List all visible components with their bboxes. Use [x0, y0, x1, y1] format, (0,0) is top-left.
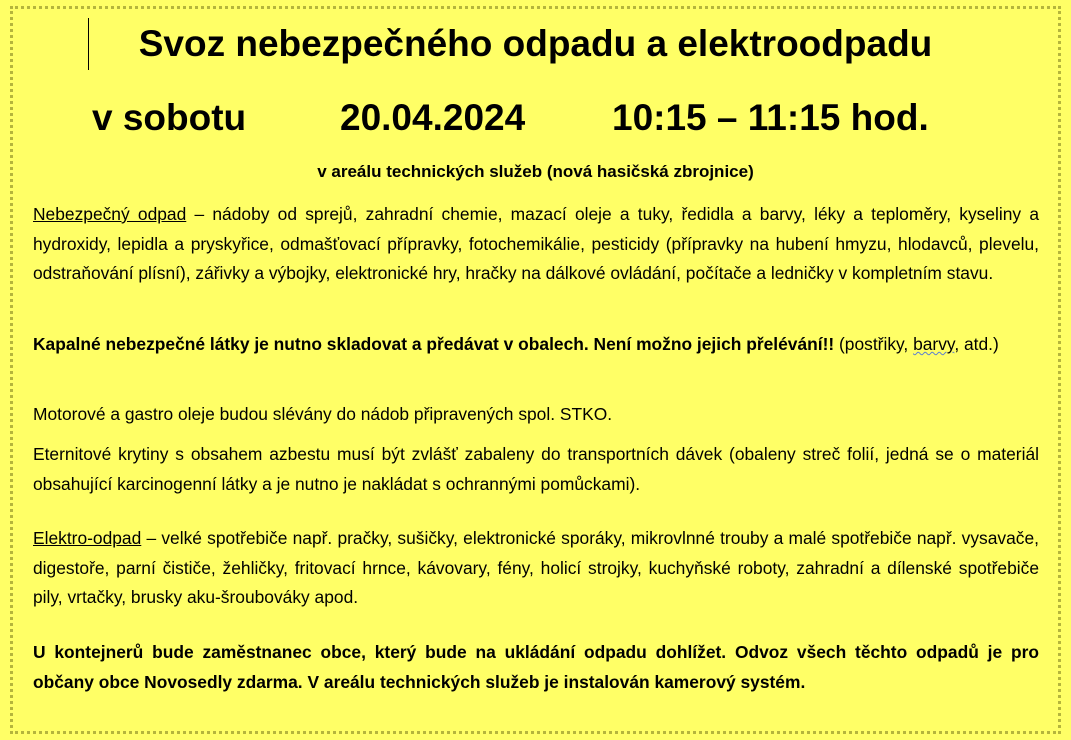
liquids-bold: Kapalné nebezpečné látky je nutno skladovat a předávat v obalech. Není možno jejich přelévání!!	[33, 334, 835, 354]
page-title: Svoz nebezpečného odpadu a elektroodpadu	[138, 23, 933, 64]
event-time: 10:15 – 11:15 hod.	[612, 97, 929, 138]
asbestos-paragraph: Eternitové krytiny s obsahem azbestu musí být zvlášť zabaleny do transportních dávek (obaleny streč folií, jedná se o materiál obsahující karcinogenní látky a je nutno je nakládat s ochrannými pomůckami).	[33, 444, 1039, 494]
event-location: v areálu technických služeb (nová hasičská zbrojnice)	[317, 162, 754, 181]
event-day: v sobotu	[92, 97, 247, 138]
electro-text: – velké spotřebiče např. pračky, sušičky, elektronické sporáky, mikrovlnné trouby a malé spotřebiče např. vysavače, digestoře, parní čističe, žehličky, fritovací hrnce, kávovary, fény, holicí strojky, kuchyňské roboty, zahradní a dílenské spotřebiče pily, vrtačky, brusky aku-šroubováky apod.	[33, 528, 1039, 607]
hazardous-paragraph	[33, 200, 1039, 289]
liquids-text-before: (postřiky,	[834, 334, 914, 354]
electro-heading: Elektro-odpad	[33, 528, 142, 548]
event-date-line	[92, 92, 992, 144]
liquids-paragraph	[33, 330, 1039, 360]
liquids-spellcheck-word: barvy	[913, 334, 955, 354]
liquids-text-after: , atd.)	[954, 334, 999, 354]
hazardous-text: – nádoby od sprejů, zahradní chemie, mazací oleje a tuky, ředidla a barvy, léky a teploměry, kyseliny a hydroxidy, lepidla a pryskyřice, odmašťovací přípravky, fotochemikálie, pesticidy (přípravky na hubení hmyzu, hlodavců, plevelu, odstraňování plísní), zářivky a výbojky, elektronické hry, hračky na dálkové ovládání, počítače a ledničky v kompletním stavu.	[33, 204, 1039, 283]
footer-paragraph: U kontejnerů bude zaměstnanec obce, který bude na ukládání odpadu dohlížet. Odvoz všech těchto odpadů je pro občany obce Novosedly zdarma. V areálu technických služeb je instalován kamerový systém.	[33, 642, 1039, 692]
hazardous-heading: Nebezpečný odpad	[33, 204, 187, 224]
event-date: 20.04.2024	[340, 97, 526, 138]
electro-paragraph	[33, 524, 1039, 613]
oils-paragraph: Motorové a gastro oleje budou slévány do nádob připravených spol. STKO.	[33, 404, 613, 424]
